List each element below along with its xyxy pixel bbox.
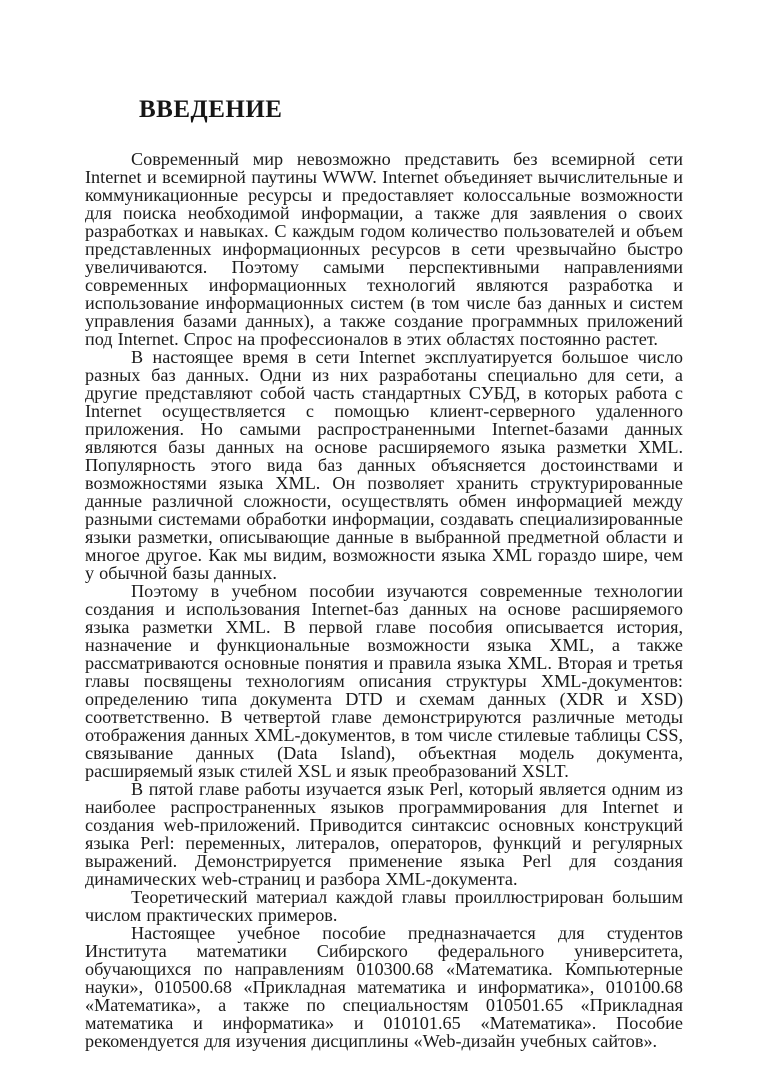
page-title: ВВЕДЕНИЕ — [139, 96, 283, 123]
paragraph-intro-internet: Современный мир невозможно представить без всемирной сети Internet и всемирной паутины WWW. Internet объединяет вычислительные и коммуникационные ресурсы и предоставляет колоссальные возможности для поиска необходимой информации, а также для заявления о своих разработках и навыках. С каждым годом количество пользователей и объем представленных информационных ресурсов в сети чрезвычайно быстро увеличиваются. Поэтому самыми перспективными направлениями современных информационных технологий являются разработка и использование информационных систем (в том числе баз данных и систем управления базами данных), а также создание программных приложений под Internet. Спрос на профессионалов в этих областях постоянно растет. — [85, 149, 683, 349]
paragraph-perl-chapter: В пятой главе работы изучается язык Perl, который является одним из наиболее распространенных языков программирования для Internet и создания web-приложений. Приводится синтаксис основных конструкций языка Perl: переменных, литералов, операторов, функций и регулярных выражений. Демонстрируется применение языка Perl для создания динамических web-страниц и разбора XML-документа. — [85, 779, 683, 889]
paragraph-databases-xml: В настоящее время в сети Internet эксплуатируется большое число разных баз данных. Одни из них разработаны специально для сети, а другие представляют собой часть стандартных СУБД, в которых работа с Internet осуществляется с помощью клиент-серверного удаленного приложения. Но самыми распространенными Internet-базами данных являются базы данных на основе расширяемого языка разметки XML. Популярность этого вида баз данных объясняется достоинствами и возможностями языка XML. Он позволяет хранить структурированные данные различной сложности, осуществлять обмен информацией между разными системами обработки информации, создавать специализированные языки разметки, описывающие данные в выбранной предметной области и многое другое. Как мы видим, возможности языка XML гораздо шире, чем у обычной базы данных. — [85, 347, 683, 583]
paragraph-audience: Настоящее учебное пособие предназначается для студентов Института математики Сибирского федерального университета, обучающихся по направлениям 010300.68 «Математика. Компьютерные науки», 010500.68 «Прикладная математика и информатика», 010100.68 «Математика», а также по специальностям 010501.65 «Прикладная математика и информатика» и 010101.65 «Математика». Пособие рекомендуется для изучения дисциплины «Web-дизайн учебных сайтов». — [85, 923, 683, 1051]
paragraph-book-chapters: Поэтому в учебном пособии изучаются современные технологии создания и использования Internet-баз данных на основе расширяемого языка разметки XML. В первой главе пособия описывается история, назначение и функциональные возможности языка XML, а также рассматриваются основные понятия и правила языка XML. Вторая и третья главы посвящены технологиям описания структуры XML-документов: определению типа документа DTD и схемам данных (XDR и XSD) соответственно. В четвертой главе демонстрируются различные методы отображения данных XML-документов, в том числе стилевые таблицы CSS, связывание данных (Data Island), объектная модель документа, расширяемый язык стилей XSL и язык преобразований XSLT. — [85, 581, 683, 781]
text-block — [85, 96, 683, 1050]
paragraph-examples: Теоретический материал каждой главы проиллюстрирован большим числом практических примеров. — [85, 887, 683, 925]
